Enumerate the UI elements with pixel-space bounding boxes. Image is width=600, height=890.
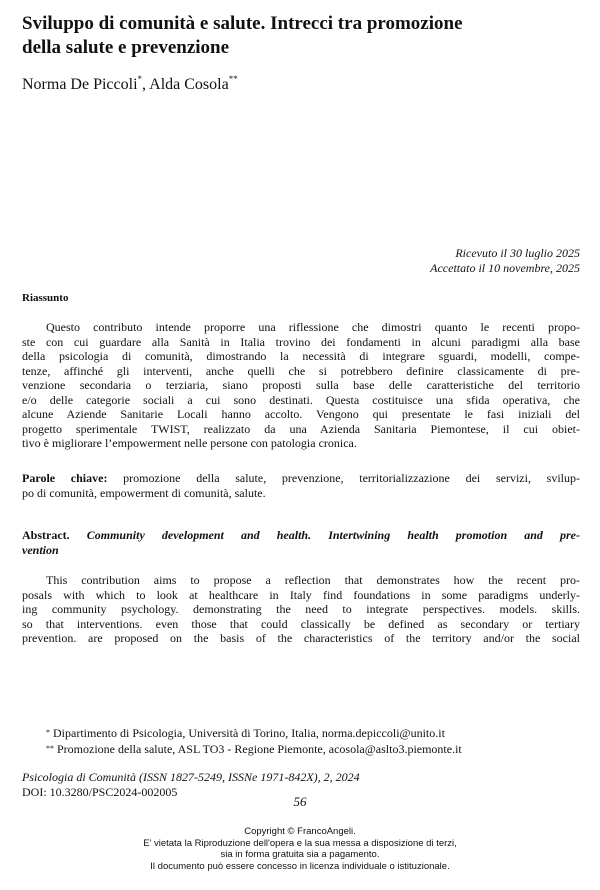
footnote — [46, 741, 462, 757]
riassunto-line: progetto sperimentale TWIST, realizzato da una Azienda Sanitaria Piemontese, il cui obiet- — [22, 421, 580, 436]
abstract-line: posals with which to look at healthcare in Italy find foundations in some paradigms underly- — [22, 587, 580, 602]
abstract-body — [22, 573, 580, 646]
article-title-line-2: della salute e prevenzione — [22, 37, 230, 58]
keywords — [22, 471, 580, 501]
riassunto-line: tenze, affinché gli interventi, anche quelli che si potrebbero definire classicamente di pre- — [22, 363, 580, 378]
riassunto-line: della psicologia di comunità, dimostrando la necessità di integrare sguardi, modelli, compe- — [22, 349, 580, 363]
footnote-text: Dipartimento di Psicologia, Università di Torino, Italia, norma.depiccoli@unito.it — [50, 726, 445, 740]
abstract-line: prevention. are proposed on the basis of the characteristics of the territory and/or the social — [22, 631, 580, 645]
page-number: 56 — [293, 794, 307, 809]
article-title-line-1: Sviluppo di comunità e salute. Intrecci tra promozione — [22, 13, 463, 34]
author-name: Alda Cosola — [149, 76, 229, 93]
abstract-line: so that interventions. even those that could classically be defined as secondary or tertiary — [22, 616, 580, 631]
footnote-text: Promozione della salute, ASL TO3 - Regione Piemonte, acosola@aslto3.piemonte.it — [54, 742, 462, 756]
author-separator: , — [142, 76, 150, 93]
received-date: Ricevuto il 30 luglio 2025 — [455, 246, 580, 260]
footnote-marker: * — [46, 728, 50, 737]
footnote-marker: * — [137, 74, 143, 84]
doi: DOI: 10.3280/PSC2024-002005 — [22, 785, 178, 799]
copyright-line: Il documento può essere concesso in licenza individuale o istituzionale. — [150, 860, 450, 872]
author-list — [22, 76, 238, 94]
copyright-line: E' vietata la Riproduzione dell'opera e la sua messa a disposizione di terzi, — [143, 837, 457, 849]
riassunto-line: e/o delle categorie sociali a cui sono destinati. Questa costituisce una sfida operativa, che — [22, 392, 580, 407]
abstract-label: Abstract. — [22, 528, 70, 542]
riassunto-line: Questo contributo intende proporre una riflessione che dimostri quanto le recenti propo- — [46, 320, 580, 334]
accepted-date: Accettato il 10 novembre, 2025 — [430, 261, 580, 275]
copyright-notice — [0, 826, 600, 872]
english-title: vention — [22, 543, 59, 557]
article-title — [22, 12, 582, 60]
abstract-line: This contribution aims to propose a reflection that demonstrates how the recent pro- — [46, 573, 580, 587]
footnotes — [46, 725, 462, 757]
abstract-title — [22, 528, 580, 558]
footnote-marker: ** — [228, 74, 238, 84]
copyright-line: Copyright © FrancoAngeli. — [244, 826, 356, 837]
footnote — [46, 725, 462, 741]
riassunto-line: ste con cui guardare alla Sanità in Italia trovino dei fondamenti in alcuni paradigmi alla base — [22, 334, 580, 349]
riassunto-line: alcune Aziende Sanitarie Locali hanno accolto. Vengono qui presentate le fasi iniziali del — [22, 407, 580, 421]
abstract-line: ing community psychology. demonstrating the need to integrate perspectives. models. skills. — [22, 602, 580, 616]
keywords-label: Parole chiave: — [22, 471, 108, 485]
riassunto-line: venzione secondaria o terziaria, siano proposti sulla base delle caratteristiche del territorio — [22, 378, 580, 392]
riassunto-heading: Riassunto — [22, 292, 69, 304]
keywords-text: po di comunità, empowerment di comunità, salute. — [22, 486, 266, 500]
footnote-marker: ** — [46, 744, 54, 753]
author-name: Norma De Piccoli — [22, 76, 138, 93]
keywords-text: promozione della salute, prevenzione, territorializzazione dei servizi, svilup- — [107, 471, 580, 485]
journal-name: Psicologia di Comunità (ISSN 1827-5249, ISSNe 1971-842X), 2, 2024 — [22, 770, 360, 784]
english-title: Community development and health. Intertwining health promotion and pre- — [69, 528, 580, 542]
riassunto-body — [22, 320, 580, 451]
submission-dates — [430, 246, 580, 276]
riassunto-line: tivo è migliorare l’empowerment nelle persone con patologia cronica. — [22, 436, 357, 450]
copyright-line: sia in forma gratuita sia a pagamento. — [220, 849, 380, 860]
